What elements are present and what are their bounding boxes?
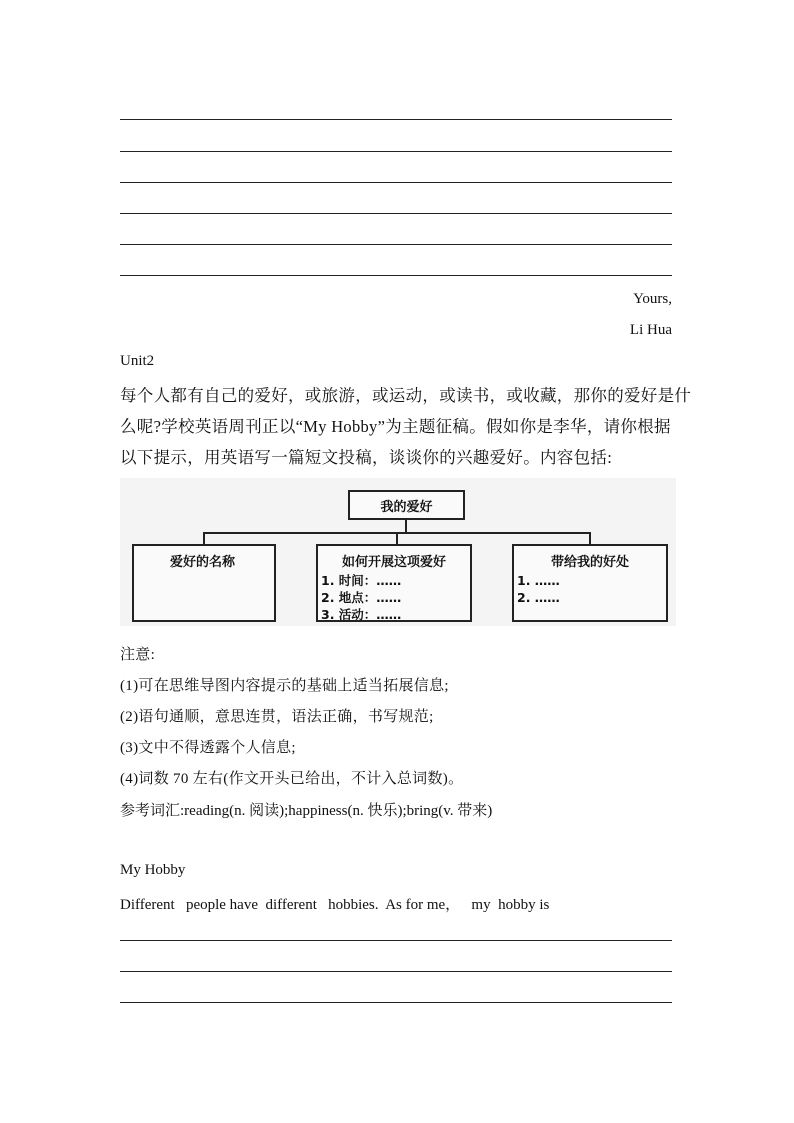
writing-line [120, 940, 672, 941]
mindmap-branch [512, 544, 668, 622]
mindmap-branch [316, 544, 472, 622]
mindmap-root-label: 我的爱好 [380, 500, 433, 515]
connector-line [396, 532, 398, 544]
letter-signature: Li Hua [629, 322, 672, 338]
writing-line [120, 275, 672, 276]
writing-line [120, 119, 672, 120]
branch-title: 带给我的好处 [550, 555, 629, 570]
branch-item: 2. …… [517, 590, 560, 605]
mindmap-diagram [120, 478, 676, 626]
unit-label: Unit2 [120, 353, 155, 369]
writing-line [120, 971, 672, 972]
letter-closing: Yours, [633, 291, 672, 307]
branch-item: 1. 时间：…… [321, 573, 402, 588]
writing-line [120, 1002, 672, 1003]
branch-title: 如何开展这项爱好 [341, 555, 446, 570]
connector-line [405, 519, 407, 533]
notes-title: 注意: [120, 647, 156, 663]
prompt-line: 每个人都有自己的爱好，或旅游，或运动，或读书，或收藏，那你的爱好是什 [120, 386, 692, 405]
branch-item: 1. …… [517, 573, 560, 588]
mindmap-branch [132, 544, 276, 622]
vocabulary-hint: 参考词汇:reading(n. 阅读);happiness(n. 快乐);bring(v. 带来) [120, 803, 493, 819]
writing-line [120, 213, 672, 214]
note-item: (3)文中不得透露个人信息; [120, 740, 296, 756]
prompt-line: 以下提示，用英语写一篇短文投稿，谈谈你的兴趣爱好。内容包括: [120, 448, 613, 467]
prompt-line: 么呢?学校英语周刊正以“My Hobby”为主题征稿。假如你是李华，请你根据 [120, 417, 671, 436]
writing-line [120, 244, 672, 245]
note-item: (1)可在思维导图内容提示的基础上适当拓展信息; [120, 678, 449, 694]
connector-line [203, 532, 205, 544]
essay-title: My Hobby [120, 862, 186, 878]
mindmap-root [348, 490, 465, 520]
writing-line [120, 182, 672, 183]
connector-line [589, 532, 591, 544]
writing-line [120, 151, 672, 152]
branch-item: 2. 地点：…… [321, 590, 402, 605]
essay-opening: Different people have different hobbies. As for me， my hobby is [120, 897, 550, 913]
branch-title: 爱好的名称 [170, 555, 236, 570]
branch-item: 3. 活动：…… [321, 607, 402, 622]
note-item: (4)词数 70 左右(作文开头已给出，不计入总词数)。 [120, 771, 464, 787]
note-item: (2)语句通顺，意思连贯，语法正确，书写规范; [120, 709, 434, 725]
